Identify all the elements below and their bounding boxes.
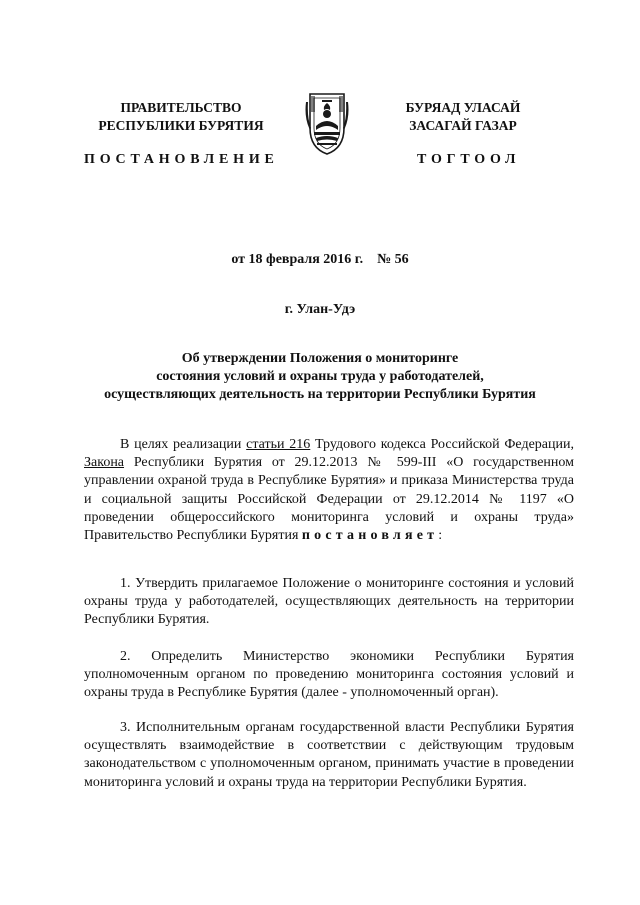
header-right bbox=[378, 99, 548, 135]
doctype-buryat: ТОГТООЛ bbox=[417, 152, 521, 167]
title-line-2: состояния условий и охраны труда у работодателей, bbox=[156, 369, 484, 384]
document-title bbox=[60, 350, 580, 404]
coat-of-arms-icon bbox=[302, 88, 352, 158]
title-line-3: осуществляющих деятельность на территории Республики Бурятия bbox=[104, 387, 536, 402]
paragraph-preamble bbox=[84, 436, 574, 545]
paragraph-item-3 bbox=[84, 719, 574, 792]
header-left-line-2: РЕСПУБЛИКИ БУРЯТИЯ bbox=[98, 118, 264, 133]
document-number: № 56 bbox=[377, 252, 409, 267]
link-law[interactable]: Закона bbox=[84, 455, 125, 471]
header-right-line-1: БУРЯАД УЛАСАЙ bbox=[405, 100, 521, 115]
doctype-russian: ПОСТАНОВЛЕНИЕ bbox=[84, 152, 279, 167]
resolves-word: постановляет bbox=[301, 528, 439, 544]
header-left bbox=[83, 99, 279, 135]
link-article-216[interactable]: статьи 216 bbox=[246, 437, 311, 452]
city: г. Улан-Удэ bbox=[284, 302, 356, 317]
preamble-colon: : bbox=[438, 528, 443, 544]
item-2-text: 2. Определить Министерство экономики Республики Бурятия уполномоченным органом по проведению мониторинга состояния условий и охраны труда в Республике Бурятия (далее - уполномоченный орган). bbox=[84, 649, 574, 701]
preamble-text-1: В целях реализации bbox=[120, 437, 247, 452]
paragraph-item-2 bbox=[84, 648, 574, 703]
preamble-text-3: Республики Бурятия от 29.12.2013 № 599-III «О государственном управлении охраной труда в Республике Бурятия» и приказа Министерства труда и социальной защиты Российской Федерации от 29.12.2014 № 1197 «О проведении общероссийского мониторинга условий и охраны труда» Правительство Республики Бурятия bbox=[84, 455, 574, 544]
item-1-text: 1. Утвердить прилагаемое Положение о мониторинге состояния и условий охраны труда у работодателей, осуществляющих деятельность на территории Республики Бурятия. bbox=[84, 576, 574, 628]
header-right-line-2: ЗАСАГАЙ ГАЗАР bbox=[409, 118, 517, 133]
date-and-number bbox=[0, 252, 640, 268]
title-line-1: Об утверждении Положения о мониторинге bbox=[181, 351, 459, 366]
document-date: от 18 февраля 2016 г. bbox=[231, 252, 364, 267]
item-3-text: 3. Исполнительным органам государственной власти Республики Бурятия осуществлять взаимодействие в соответствии с действующим трудовым законодательством с уполномоченным органом, принимать участие в проведении мониторинга условий и охраны труда на территории Республики Бурятия. bbox=[84, 720, 574, 790]
header-left-line-1: ПРАВИТЕЛЬСТВО bbox=[120, 100, 242, 115]
preamble-text-2: Трудового кодекса Российской Федерации, bbox=[310, 437, 574, 452]
paragraph-item-1 bbox=[84, 575, 574, 630]
